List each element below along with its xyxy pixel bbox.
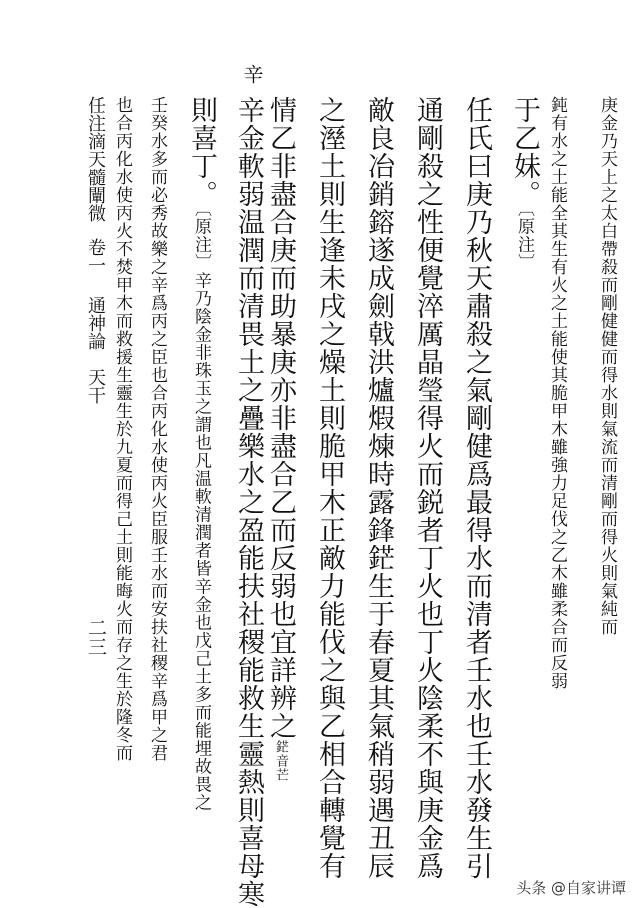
watermark: 头条 @自家讲谭 [516, 879, 626, 897]
ren-commentary-line-5: 情乙非盡合庚而助暴庚亦非盡合乙而反弱也宜詳辨之 [265, 96, 296, 740]
xin-section-marker: 辛 [240, 64, 264, 84]
pronunciation-note: 鋩音芒 [273, 740, 288, 782]
xin-commentary-line-1: 辛乃陰金非珠玉之謂也凡温軟清潤者皆辛金也戊己土多而能埋故畏之 [191, 271, 211, 812]
xin-verse: 辛金軟弱温潤而清畏土之疊樂水之盈能扶社稷能救生靈熱則喜母寒 [233, 96, 264, 908]
ren-commentary-line-3: 敵良冶銷鎔遂成劍戟洪爐煆煉時露鋒鋩生于春夏其氣稍弱遇丑辰 [363, 96, 394, 880]
commentary-line-2: 鈍有水之土能全其生有火之土能使其脆甲木雖強力足伐之乙木雖柔合而反弱 [547, 96, 567, 690]
volume-label: 卷一 [85, 238, 106, 274]
commentary-line-1: 庚金乃天上之太白帶殺而剛健健而得水則氣流而清剛而得火則氣純而 [597, 96, 617, 636]
ren-commentary-line-1: 任氏曰庚乃秋天肅殺之氣剛健爲最得水而清者壬水也壬水發生引 [461, 96, 492, 880]
page-number: 二三 [85, 618, 107, 656]
ren-commentary-line-4: 之溼土則生逢未戌之燥土則脆甲木正敵力能伐之與乙相合轉覺有 [314, 96, 345, 880]
section-label: 通神論 天干 [85, 296, 106, 404]
annotation-tag: 〔原注〕 [514, 208, 534, 272]
ren-commentary-line-5-column [267, 96, 294, 782]
ren-commentary-line-2: 通剛殺之性便覺淬厲晶瑩得火而鋭者丁火也丁火陰柔不與庚金爲 [412, 96, 443, 880]
book-title: 任注滴天髓闡微 [85, 96, 106, 222]
running-head [86, 96, 104, 404]
xin-verse-ending: 則喜丁。 [186, 96, 217, 208]
xin-commentary-line-2: 壬癸水多而必秀故樂之辛爲丙之臣也合丙化水使丙火臣服壬水而安扶社稷辛爲甲之君 [147, 96, 167, 762]
verse-ending-column [511, 96, 538, 272]
xin-annotation-tag: 〔原注〕 [191, 208, 211, 272]
xin-verse-end-column [188, 96, 215, 812]
xin-commentary-line-3: 也合丙化水使丙火不焚甲木而救援生靈生於九夏而得己土則能晦火而存之生於隆冬而 [112, 96, 132, 762]
verse-ending: 于乙妹。 [509, 96, 540, 208]
